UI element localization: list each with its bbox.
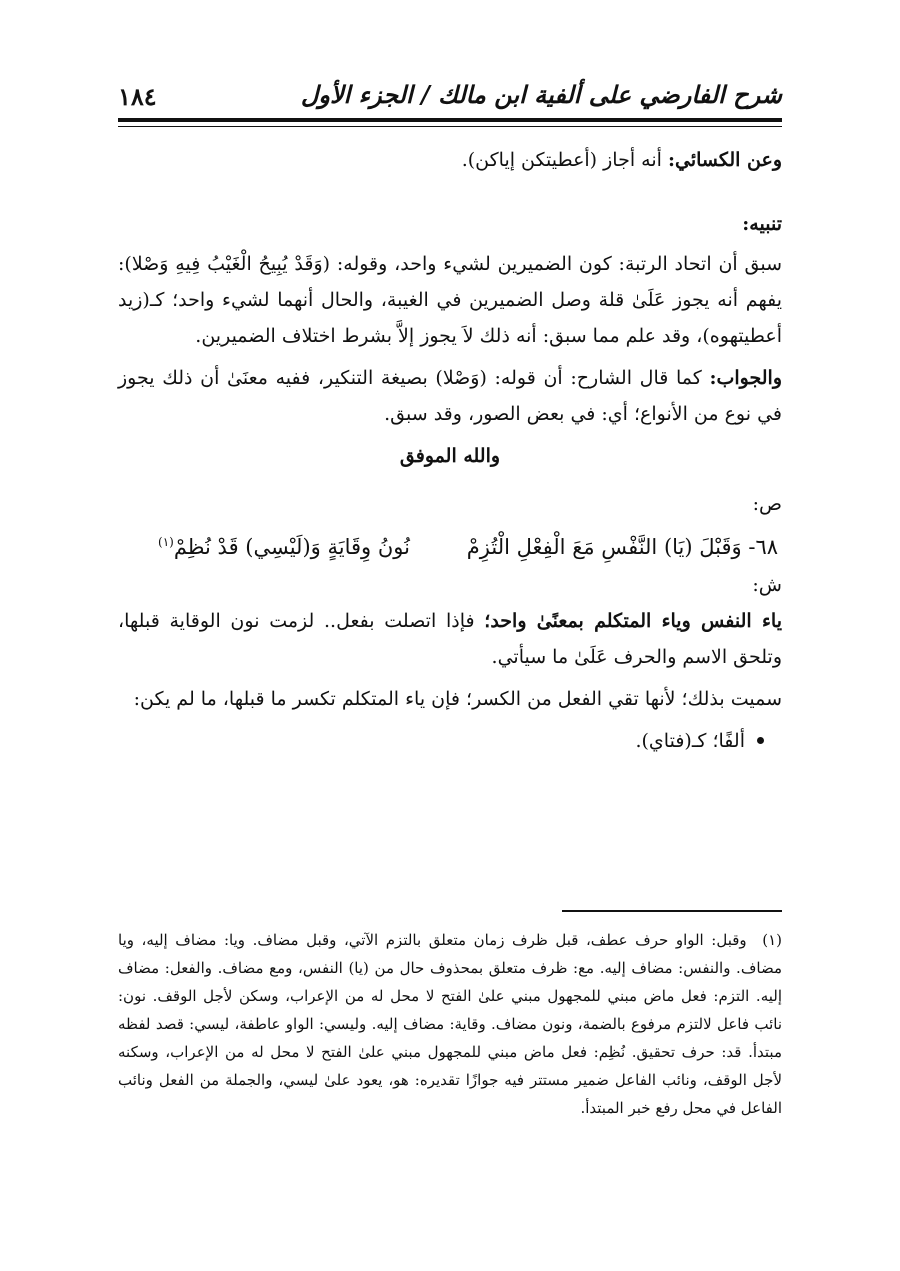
main-text	[118, 142, 782, 759]
naming-paragraph: سميت بذلك؛ لأنها تقي الفعل من الكسر؛ فإن ياء المتكلم تكسر ما قبلها، ما لم يكن:	[133, 688, 782, 710]
header-rule-thin	[118, 126, 782, 127]
kisai-label: وعن الكسائي:	[667, 149, 782, 171]
running-title: شرح الفارضي على ألفية ابن مالك / الجزء الأول	[300, 80, 782, 109]
bullet-text: ألفًا؛ كـ(فتاي).	[635, 730, 745, 752]
page-header	[118, 72, 782, 116]
verse-second-hemistich	[158, 522, 410, 567]
verse-label: ص:	[752, 493, 782, 515]
tanbih-paragraph: سبق أن اتحاد الرتبة: كون الضميرين لشيء واحد، وقوله: (وَقَدْ يُبِيحُ الْغَيْبُ فِيهِ وَصْلا): يفهم أنه يجوز عَلَىٰ قلة وصل الضميرين في الغيبة، والحال أنهما لشيء واحد؛ كـ(زيد أعطيتهوه)، وقد علم مما سبق: أنه ذلك لاَ يجوز إلاَّ بشرط اختلاف الضميرين.	[118, 253, 782, 347]
spacer	[118, 184, 782, 206]
jawab-paragraph	[118, 360, 782, 432]
ya-text: فإذا اتصلت بفعل.. لزمت نون الوقاية قبلها، وتلحق الاسم والحرف عَلَىٰ ما سيأتي.	[118, 610, 782, 668]
kisai-text: أنه أجاز (أعطيتكن إياكن).	[461, 149, 662, 171]
verse-line	[118, 522, 782, 567]
header-rule-thick	[118, 118, 782, 122]
verse-second-text: نُونُ وِقَايَةٍ وَ(لَيْسِي) قَدْ نُظِمْ	[173, 535, 410, 559]
footnote	[118, 926, 782, 1122]
jawab-text: كما قال الشارح: أن قوله: (وَصْلا) بصيغة التنكير، ففيه معنَىٰ أن ذلك يجوز في نوع من الأنواع؛ أي: في بعض الصور، وقد سبق.	[118, 367, 782, 425]
bullet-list	[118, 723, 782, 759]
footnote-separator	[562, 910, 782, 912]
footnote-number: (١)	[762, 931, 782, 949]
ya-paragraph	[118, 603, 782, 675]
footnote-text: وقبل: الواو حرف عطف، قبل ظرف زمان متعلق بالتزم الآتي، وقبل مضاف. ويا: مضاف إليه، ويا مضاف. والنفس: مضاف إليه. مع: ظرف متعلق بمحذوف حال من (يا) النفس، ومع مضاف. والفعل: مضاف إليه. التزم: فعل ماض مبني للمجهول مبني علىٰ الفتح لا محل له من الإعراب، وسكن لأجل الوقف. نون: نائب فاعل لالتزم مرفوع بالضمة، ونون مضاف. وقاية: مضاف إليه. وليسي: الواو عاطفة، ليسي: قصد لفظه مبتدأ. قد: حرف تحقيق. نُظِم: فعل ماض مبني للمجهول مبني علىٰ الفتح لا محل له من الإعراب، وسكنه لأجل الوقف، ونائب الفاعل ضمير مستتر فيه جوازًا تقديره: هو، يعود علىٰ ليسي، والجملة من الفعل ونائب الفاعل في محل رفع خبر المبتدأ.	[118, 931, 782, 1117]
footnote-reference[interactable]: (١)	[158, 535, 174, 549]
bullet-dot-icon	[757, 737, 764, 744]
page-number: ١٨٤	[118, 82, 157, 111]
jawab-label: والجواب:	[709, 367, 783, 389]
ya-label: ياء النفس وياء المتكلم بمعنًىٰ واحد؛	[484, 610, 782, 632]
sharh-label: ش:	[752, 574, 782, 596]
verse-first-hemistich: ٦٨- وَقَبْلَ (يَا) النَّفْسِ مَعَ الْفِعْلِ الْتُزِمْ	[466, 535, 778, 559]
kisai-paragraph	[118, 142, 782, 178]
list-item	[118, 723, 782, 759]
tanbih-heading: تنبيه:	[742, 213, 782, 235]
closing-phrase: والله الموفق	[399, 445, 501, 467]
verse-block	[118, 486, 782, 603]
